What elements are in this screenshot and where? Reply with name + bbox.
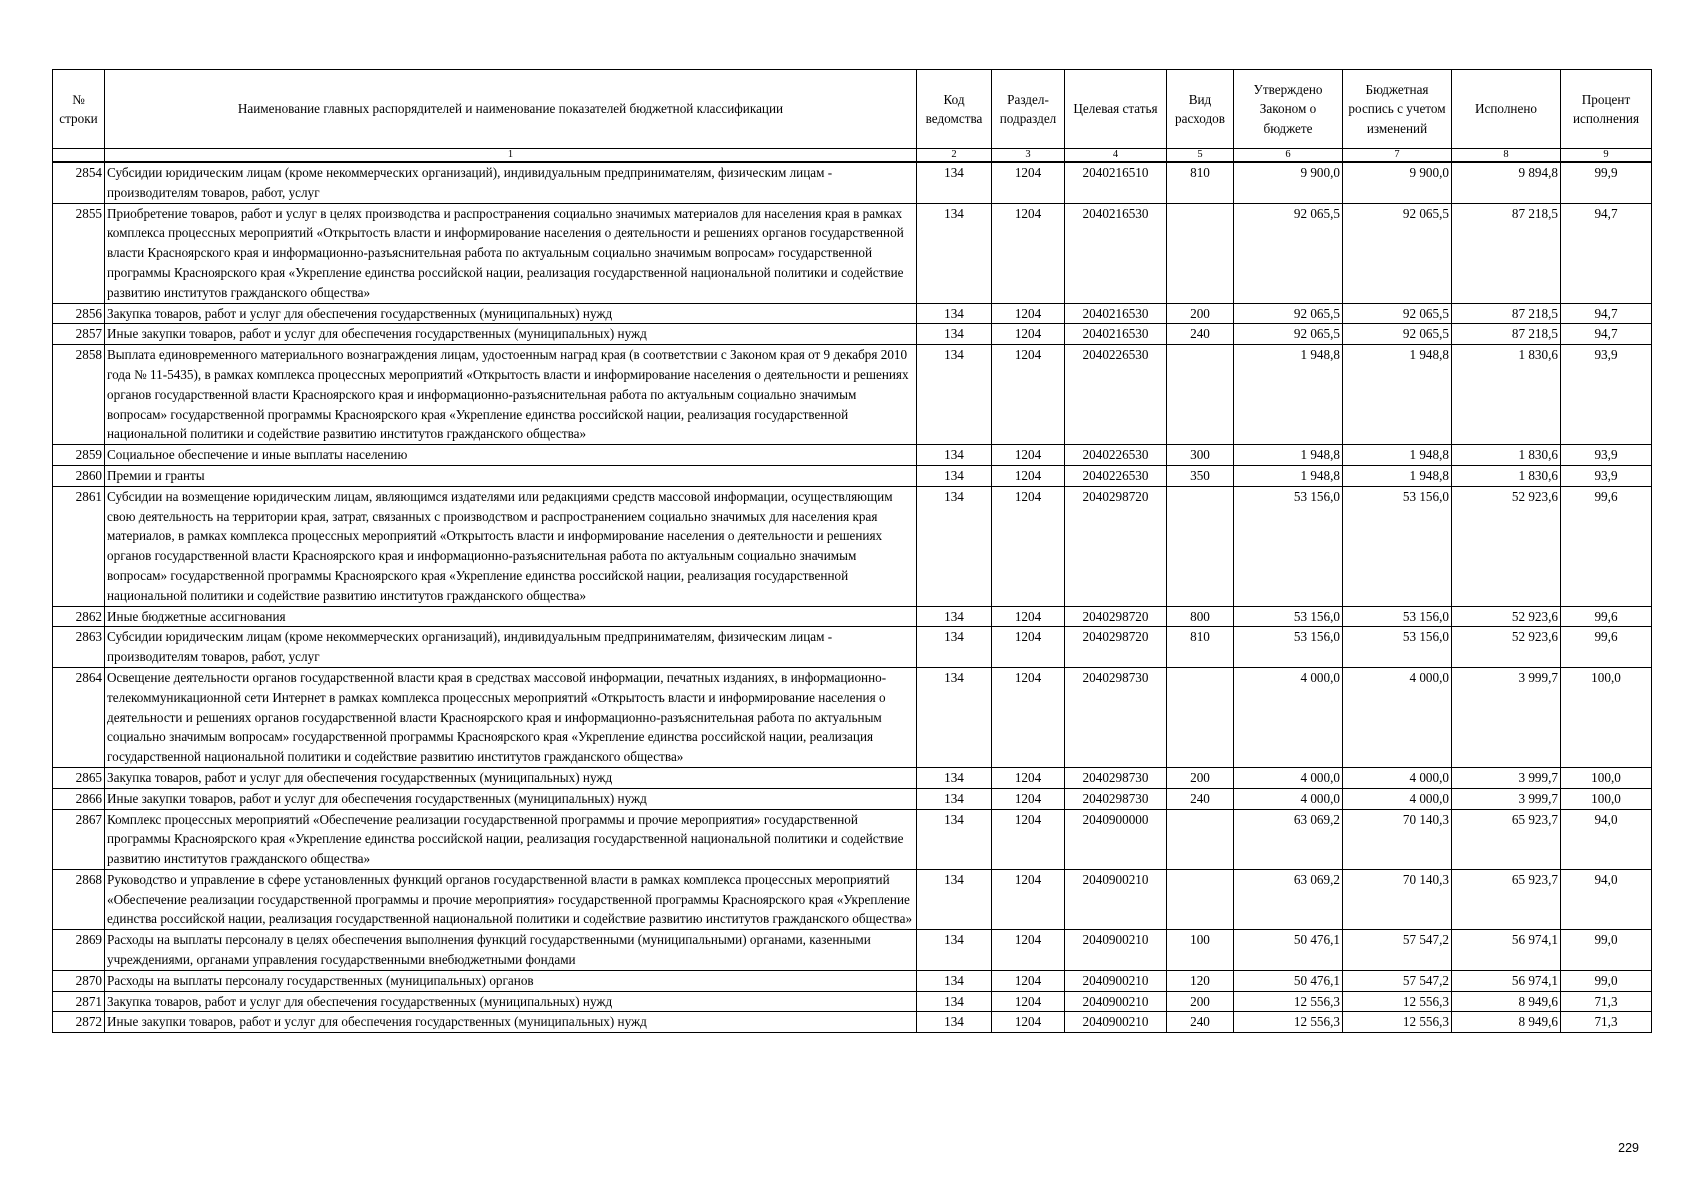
table-row: [53, 486, 1652, 606]
executed-amount: 87 218,5: [1452, 303, 1561, 324]
approved-amount: 92 065,5: [1234, 303, 1343, 324]
indicator-name: Руководство и управление в сфере установленных функций органов государственной власти в рамках комплекса процессных мероприятий «Обеспечение реализации государственной программы и прочие мероприятия» государственной программы Красноярского края «Укрепление единства российской нации, реализация государственной национальной политики и содействие развитию институтов гражданского общества»: [105, 869, 917, 929]
table-row: [53, 303, 1652, 324]
row-number: 2868: [53, 869, 105, 929]
expense-type: 300: [1167, 445, 1234, 466]
header-name: Наименование главных распорядителей и наименование показателей бюджетной классификации: [105, 70, 917, 149]
header-expense-type: Вид расходов: [1167, 70, 1234, 149]
target-article: 2040226530: [1065, 445, 1167, 466]
table-row: [53, 788, 1652, 809]
target-article: 2040900000: [1065, 809, 1167, 869]
approved-amount: 4 000,0: [1234, 788, 1343, 809]
row-number: 2869: [53, 930, 105, 971]
budget-list-amount: 57 547,2: [1343, 970, 1452, 991]
approved-amount: 53 156,0: [1234, 606, 1343, 627]
table-header: [53, 70, 1652, 163]
header-dept-code: Код ведомства: [917, 70, 992, 149]
budget-list-amount: 12 556,3: [1343, 1012, 1452, 1033]
row-number: 2864: [53, 667, 105, 767]
expense-type: 100: [1167, 930, 1234, 971]
page-number: 229: [1618, 1141, 1639, 1155]
target-article: 2040900210: [1065, 991, 1167, 1012]
row-number: 2862: [53, 606, 105, 627]
section-code: 1204: [992, 445, 1065, 466]
header-executed: Исполнено: [1452, 70, 1561, 149]
expense-type: [1167, 203, 1234, 303]
target-article: 2040298730: [1065, 667, 1167, 767]
execution-percent: 94,7: [1561, 203, 1652, 303]
budget-list-amount: 4 000,0: [1343, 788, 1452, 809]
dept-code: 134: [917, 809, 992, 869]
execution-percent: 99,6: [1561, 486, 1652, 606]
dept-code: 134: [917, 324, 992, 345]
budget-list-amount: 70 140,3: [1343, 869, 1452, 929]
expense-type: 800: [1167, 606, 1234, 627]
indicator-name: Субсидии юридическим лицам (кроме некоммерческих организаций), индивидуальным предпринимателям, физическим лицам - производителям товаров, работ, услуг: [105, 627, 917, 668]
executed-amount: 56 974,1: [1452, 930, 1561, 971]
table-row: [53, 324, 1652, 345]
budget-execution-table: [52, 69, 1652, 1033]
column-number: 9: [1561, 149, 1652, 163]
table-row: [53, 162, 1652, 203]
row-number: 2860: [53, 465, 105, 486]
table-body: [53, 162, 1652, 1033]
budget-list-amount: 1 948,8: [1343, 465, 1452, 486]
target-article: 2040298730: [1065, 767, 1167, 788]
target-article: 2040900210: [1065, 930, 1167, 971]
expense-type: 810: [1167, 627, 1234, 668]
approved-amount: 63 069,2: [1234, 869, 1343, 929]
section-code: 1204: [992, 930, 1065, 971]
dept-code: 134: [917, 606, 992, 627]
budget-list-amount: 92 065,5: [1343, 324, 1452, 345]
executed-amount: 8 949,6: [1452, 991, 1561, 1012]
indicator-name: Закупка товаров, работ и услуг для обеспечения государственных (муниципальных) нужд: [105, 767, 917, 788]
indicator-name: Иные закупки товаров, работ и услуг для обеспечения государственных (муниципальных) нужд: [105, 324, 917, 345]
expense-type: 240: [1167, 788, 1234, 809]
executed-amount: 87 218,5: [1452, 324, 1561, 345]
dept-code: 134: [917, 991, 992, 1012]
approved-amount: 53 156,0: [1234, 627, 1343, 668]
dept-code: 134: [917, 203, 992, 303]
execution-percent: 100,0: [1561, 788, 1652, 809]
approved-amount: 9 900,0: [1234, 162, 1343, 203]
column-number: 5: [1167, 149, 1234, 163]
approved-amount: 50 476,1: [1234, 970, 1343, 991]
section-code: 1204: [992, 869, 1065, 929]
target-article: 2040226530: [1065, 465, 1167, 486]
indicator-name: Расходы на выплаты персоналу в целях обеспечения выполнения функций государственными (муниципальными) органами, казенными учреждениями, органами управления государственными внебюджетными фондами: [105, 930, 917, 971]
target-article: 2040298720: [1065, 627, 1167, 668]
executed-amount: 1 830,6: [1452, 445, 1561, 466]
dept-code: 134: [917, 788, 992, 809]
expense-type: [1167, 809, 1234, 869]
indicator-name: Иные закупки товаров, работ и услуг для обеспечения государственных (муниципальных) нужд: [105, 788, 917, 809]
indicator-name: Иные бюджетные ассигнования: [105, 606, 917, 627]
executed-amount: 3 999,7: [1452, 667, 1561, 767]
table-row: [53, 1012, 1652, 1033]
table-row: [53, 203, 1652, 303]
expense-type: 240: [1167, 324, 1234, 345]
section-code: 1204: [992, 465, 1065, 486]
execution-percent: 94,0: [1561, 809, 1652, 869]
budget-list-amount: 12 556,3: [1343, 991, 1452, 1012]
budget-list-amount: 4 000,0: [1343, 767, 1452, 788]
indicator-name: Субсидии на возмещение юридическим лицам, являющимся издателями или редакциями средств массовой информации, осуществляющим свою деятельность на территории края, затрат, связанных с производством и распространением социально значимых для населения края материалов, в рамках комплекса процессных мероприятий «Открытость власти и информирование населения о деятельности и решениях органов государственной власти Красноярского края и информационно-разъяснительная работа по актуальным социально значимым вопросам» государственной программы Красноярского края «Укрепление единства российской нации, реализация государственной национальной политики и содействие развитию институтов гражданского общества»: [105, 486, 917, 606]
expense-type: 240: [1167, 1012, 1234, 1033]
target-article: 2040900210: [1065, 1012, 1167, 1033]
row-number: 2870: [53, 970, 105, 991]
approved-amount: 50 476,1: [1234, 930, 1343, 971]
indicator-name: Приобретение товаров, работ и услуг в целях производства и распространения социально значимых материалов для населения края в рамках комплекса процессных мероприятий «Открытость власти и информирование населения о деятельности и решениях органов государственной власти Красноярского края и информационно-разъяснительная работа по актуальным социально значимым вопросам» государственной программы Красноярского края «Укрепление единства российской нации, реализация государственной национальной политики и содействие развитию институтов гражданского общества»: [105, 203, 917, 303]
table-row: [53, 991, 1652, 1012]
table-row: [53, 667, 1652, 767]
budget-list-amount: 1 948,8: [1343, 445, 1452, 466]
approved-amount: 1 948,8: [1234, 345, 1343, 445]
indicator-name: Социальное обеспечение и иные выплаты населению: [105, 445, 917, 466]
executed-amount: 65 923,7: [1452, 809, 1561, 869]
row-number: 2863: [53, 627, 105, 668]
budget-list-amount: 53 156,0: [1343, 486, 1452, 606]
dept-code: 134: [917, 767, 992, 788]
table-row: [53, 345, 1652, 445]
header-budget-list: Бюджетная роспись с учетом изменений: [1343, 70, 1452, 149]
approved-amount: 12 556,3: [1234, 991, 1343, 1012]
approved-amount: 1 948,8: [1234, 465, 1343, 486]
column-number: 1: [105, 149, 917, 163]
indicator-name: Освещение деятельности органов государственной власти края в средствах массовой информации, печатных изданиях, в информационно-телекоммуникационной сети Интернет в рамках комплекса процессных мероприятий «Открытость власти и информирование населения о деятельности и решениях органов государственной власти Красноярского края и информационно-разъяснительная работа по актуальным социально значимым вопросам» государственной программы Красноярского края «Укрепление единства российской нации, реализация государственной национальной политики и содействие развитию институтов гражданского общества»: [105, 667, 917, 767]
expense-type: 200: [1167, 991, 1234, 1012]
executed-amount: 65 923,7: [1452, 869, 1561, 929]
approved-amount: 63 069,2: [1234, 809, 1343, 869]
target-article: 2040298720: [1065, 486, 1167, 606]
executed-amount: 9 894,8: [1452, 162, 1561, 203]
table-row: [53, 767, 1652, 788]
expense-type: [1167, 667, 1234, 767]
execution-percent: 99,9: [1561, 162, 1652, 203]
target-article: 2040216510: [1065, 162, 1167, 203]
column-number-row: [53, 149, 1652, 163]
expense-type: 120: [1167, 970, 1234, 991]
dept-code: 134: [917, 667, 992, 767]
expense-type: 200: [1167, 303, 1234, 324]
budget-list-amount: 92 065,5: [1343, 303, 1452, 324]
approved-amount: 12 556,3: [1234, 1012, 1343, 1033]
execution-percent: 93,9: [1561, 465, 1652, 486]
executed-amount: 3 999,7: [1452, 767, 1561, 788]
approved-amount: 92 065,5: [1234, 324, 1343, 345]
expense-type: 350: [1167, 465, 1234, 486]
execution-percent: 71,3: [1561, 1012, 1652, 1033]
indicator-name: Субсидии юридическим лицам (кроме некоммерческих организаций), индивидуальным предпринимателям, физическим лицам - производителям товаров, работ, услуг: [105, 162, 917, 203]
dept-code: 134: [917, 162, 992, 203]
section-code: 1204: [992, 203, 1065, 303]
target-article: 2040226530: [1065, 345, 1167, 445]
section-code: 1204: [992, 162, 1065, 203]
execution-percent: 99,0: [1561, 930, 1652, 971]
section-code: 1204: [992, 303, 1065, 324]
table-row: [53, 869, 1652, 929]
table-row: [53, 445, 1652, 466]
indicator-name: Премии и гранты: [105, 465, 917, 486]
execution-percent: 93,9: [1561, 345, 1652, 445]
target-article: 2040216530: [1065, 203, 1167, 303]
row-number: 2867: [53, 809, 105, 869]
row-number: 2872: [53, 1012, 105, 1033]
section-code: 1204: [992, 970, 1065, 991]
dept-code: 134: [917, 465, 992, 486]
indicator-name: Комплекс процессных мероприятий «Обеспечение реализации государственной программы и прочие мероприятия» государственной программы Красноярского края «Укрепление единства российской нации, реализация государственной национальной политики и содействие развитию институтов гражданского общества»: [105, 809, 917, 869]
table-row: [53, 627, 1652, 668]
budget-list-amount: 53 156,0: [1343, 627, 1452, 668]
execution-percent: 94,0: [1561, 869, 1652, 929]
budget-list-amount: 4 000,0: [1343, 667, 1452, 767]
row-number: 2865: [53, 767, 105, 788]
budget-list-amount: 53 156,0: [1343, 606, 1452, 627]
row-number: 2866: [53, 788, 105, 809]
dept-code: 134: [917, 970, 992, 991]
row-number: 2871: [53, 991, 105, 1012]
table-row: [53, 809, 1652, 869]
indicator-name: Закупка товаров, работ и услуг для обеспечения государственных (муниципальных) нужд: [105, 991, 917, 1012]
section-code: 1204: [992, 627, 1065, 668]
dept-code: 134: [917, 1012, 992, 1033]
table-row: [53, 465, 1652, 486]
header-row-no: № строки: [53, 70, 105, 149]
section-code: 1204: [992, 788, 1065, 809]
row-number: 2858: [53, 345, 105, 445]
dept-code: 134: [917, 627, 992, 668]
table-row: [53, 970, 1652, 991]
execution-percent: 99,6: [1561, 627, 1652, 668]
header-percent: Процент исполнения: [1561, 70, 1652, 149]
row-number: 2854: [53, 162, 105, 203]
executed-amount: 56 974,1: [1452, 970, 1561, 991]
dept-code: 134: [917, 345, 992, 445]
column-number: [53, 149, 105, 163]
column-number: 4: [1065, 149, 1167, 163]
executed-amount: 1 830,6: [1452, 465, 1561, 486]
target-article: 2040216530: [1065, 324, 1167, 345]
section-code: 1204: [992, 767, 1065, 788]
expense-type: [1167, 486, 1234, 606]
indicator-name: Выплата единовременного материального вознаграждения лицам, удостоенным наград края (в соответствии с Законом края от 9 декабря 2010 года № 11-5435), в рамках комплекса процессных мероприятий «Открытость власти и информирование населения о деятельности и решениях органов государственной власти Красноярского края и информационно-разъяснительная работа по актуальным социально значимым вопросам» государственной программы Красноярского края «Укрепление единства российской нации, реализация государственной национальной политики и содействие развитию институтов гражданского общества»: [105, 345, 917, 445]
executed-amount: 52 923,6: [1452, 627, 1561, 668]
execution-percent: 94,7: [1561, 303, 1652, 324]
target-article: 2040900210: [1065, 869, 1167, 929]
executed-amount: 3 999,7: [1452, 788, 1561, 809]
section-code: 1204: [992, 809, 1065, 869]
target-article: 2040298720: [1065, 606, 1167, 627]
approved-amount: 1 948,8: [1234, 445, 1343, 466]
section-code: 1204: [992, 345, 1065, 445]
column-number: 7: [1343, 149, 1452, 163]
executed-amount: 87 218,5: [1452, 203, 1561, 303]
budget-list-amount: 92 065,5: [1343, 203, 1452, 303]
executed-amount: 8 949,6: [1452, 1012, 1561, 1033]
indicator-name: Расходы на выплаты персоналу государственных (муниципальных) органов: [105, 970, 917, 991]
execution-percent: 100,0: [1561, 767, 1652, 788]
execution-percent: 94,7: [1561, 324, 1652, 345]
executed-amount: 52 923,6: [1452, 606, 1561, 627]
executed-amount: 1 830,6: [1452, 345, 1561, 445]
dept-code: 134: [917, 869, 992, 929]
section-code: 1204: [992, 991, 1065, 1012]
budget-list-amount: 70 140,3: [1343, 809, 1452, 869]
dept-code: 134: [917, 303, 992, 324]
target-article: 2040900210: [1065, 970, 1167, 991]
row-number: 2857: [53, 324, 105, 345]
table-row: [53, 930, 1652, 971]
target-article: 2040298730: [1065, 788, 1167, 809]
execution-percent: 93,9: [1561, 445, 1652, 466]
approved-amount: 4 000,0: [1234, 667, 1343, 767]
dept-code: 134: [917, 445, 992, 466]
table-row: [53, 606, 1652, 627]
row-number: 2856: [53, 303, 105, 324]
row-number: 2855: [53, 203, 105, 303]
approved-amount: 92 065,5: [1234, 203, 1343, 303]
dept-code: 134: [917, 486, 992, 606]
budget-list-amount: 57 547,2: [1343, 930, 1452, 971]
budget-list-amount: 9 900,0: [1343, 162, 1452, 203]
target-article: 2040216530: [1065, 303, 1167, 324]
execution-percent: 100,0: [1561, 667, 1652, 767]
column-number: 6: [1234, 149, 1343, 163]
section-code: 1204: [992, 606, 1065, 627]
header-target: Целевая статья: [1065, 70, 1167, 149]
execution-percent: 71,3: [1561, 991, 1652, 1012]
column-number: 3: [992, 149, 1065, 163]
expense-type: [1167, 345, 1234, 445]
execution-percent: 99,6: [1561, 606, 1652, 627]
executed-amount: 52 923,6: [1452, 486, 1561, 606]
expense-type: [1167, 869, 1234, 929]
section-code: 1204: [992, 1012, 1065, 1033]
section-code: 1204: [992, 486, 1065, 606]
budget-list-amount: 1 948,8: [1343, 345, 1452, 445]
row-number: 2861: [53, 486, 105, 606]
expense-type: 200: [1167, 767, 1234, 788]
header-section: Раздел-подраздел: [992, 70, 1065, 149]
execution-percent: 99,0: [1561, 970, 1652, 991]
header-approved: Утверждено Законом о бюджете: [1234, 70, 1343, 149]
indicator-name: Закупка товаров, работ и услуг для обеспечения государственных (муниципальных) нужд: [105, 303, 917, 324]
column-number: 2: [917, 149, 992, 163]
indicator-name: Иные закупки товаров, работ и услуг для обеспечения государственных (муниципальных) нужд: [105, 1012, 917, 1033]
approved-amount: 4 000,0: [1234, 767, 1343, 788]
column-number: 8: [1452, 149, 1561, 163]
section-code: 1204: [992, 667, 1065, 767]
expense-type: 810: [1167, 162, 1234, 203]
section-code: 1204: [992, 324, 1065, 345]
row-number: 2859: [53, 445, 105, 466]
dept-code: 134: [917, 930, 992, 971]
approved-amount: 53 156,0: [1234, 486, 1343, 606]
